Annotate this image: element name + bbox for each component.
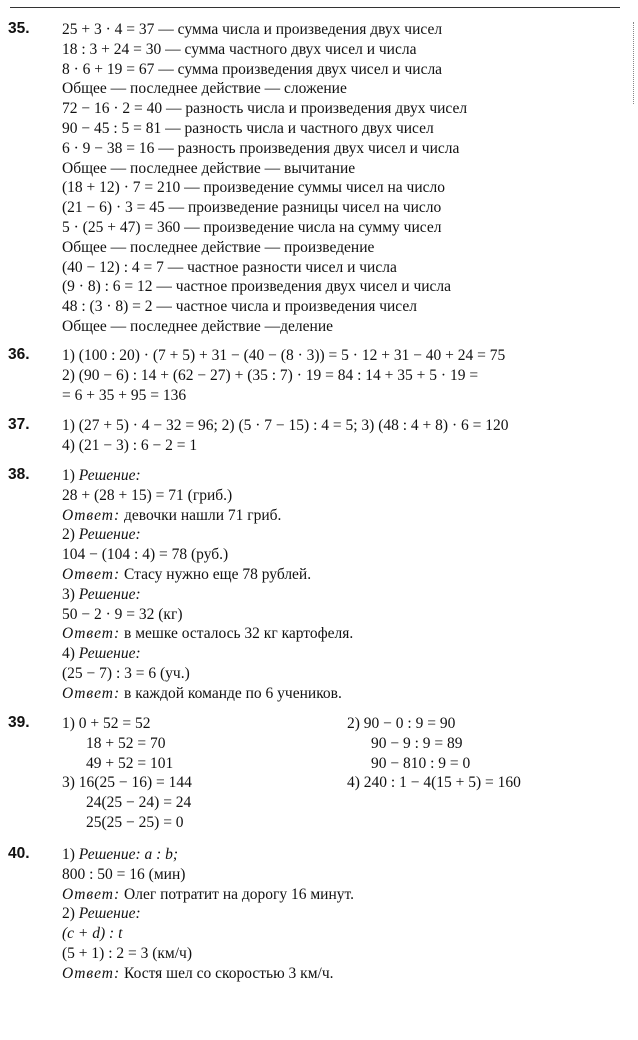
solution-heading: 2) Решение: [62,526,141,544]
exercise-number: 39. [8,714,30,731]
text-line: 90 − 810 : 9 = 0 [371,754,471,772]
answer-line: Ответ: в мешке осталось 32 кг картофеля. [62,625,354,643]
answer-line: Ответ: девочки нашли 71 гриб. [62,506,282,524]
solution-heading: 1) Решение: [62,467,141,484]
text-line: 6 · 9 − 38 = 16 — разность произведения двух чисел и числа [62,139,460,157]
text-line: 2) 90 − 0 : 9 = 90 [347,715,456,732]
solution-expression: 104 − (104 : 4) = 78 (руб.) [62,546,229,564]
solution-expression: (25 − 7) : 3 = 6 (уч.) [62,664,190,682]
text-line: 1) 0 + 52 = 52 [62,715,151,732]
text-line: 8 · 6 + 19 = 67 — сумма произведения двух чисел и числа [62,60,443,78]
text-line: 25(25 − 25) = 0 [86,813,184,831]
answer-line: Ответ: Стасу нужно еще 78 рублей. [62,565,312,583]
text-line: Общее — последнее действие —деление [62,317,333,335]
text-line: 49 + 52 = 101 [86,754,174,772]
exercise-number: 40. [8,845,30,862]
text-line: 72 − 16 · 2 = 40 — разность числа и произведения двух чисел [62,100,468,118]
text-line: 18 + 52 = 70 [86,734,166,752]
exercise-number: 35. [8,20,30,37]
exercise-number: 38. [8,466,30,483]
text-line: 24(25 − 24) = 24 [86,794,192,812]
text-line: 5 · (25 + 47) = 360 — произведение числа на сумму чисел [62,218,442,236]
solution-heading: 3) Решение: [62,585,141,603]
exercise-body [62,346,505,405]
solution-expression: 28 + (28 + 15) = 71 (гриб.) [62,486,233,504]
text-line: 3) 16(25 − 16) = 144 [62,774,192,792]
text-line: 4) 240 : 1 − 4(15 + 5) = 160 [347,774,521,792]
solution-heading: 4) Решение: [62,645,141,663]
exercise-right-column [347,714,521,793]
text-line: 1) (100 : 20) · (7 + 5) + 31 − (40 − (8 · 3)) = 5 · 12 + 31 − 40 + 24 = 75 [62,347,506,364]
text-line: 4) (21 − 3) : 6 − 2 = 1 [62,436,198,454]
text-line: (21 − 6) · 3 = 45 — произведение разницы чисел на число [62,199,442,217]
exercise-number: 37. [8,416,30,433]
solution-heading: 2) Решение: [62,905,141,923]
text-line: (40 − 12) : 4 = 7 — частное разности чисел и числа [62,258,397,276]
text-line: (18 + 12) · 7 = 210 — произведение суммы чисел на число [62,179,445,197]
text-line: 2) (90 − 6) : 14 + (62 − 27) + (35 : 7) · 19 = 84 : 14 + 35 + 5 · 19 = [62,366,479,384]
exercise-number: 36. [8,346,30,363]
exercise-body [62,466,353,704]
text-line: 25 + 3 · 4 = 37 — сумма числа и произведения двух чисел [62,21,443,38]
exercise-body [62,845,354,984]
text-line: Общее — последнее действие — вычитание [62,159,356,177]
text-line: 18 : 3 + 24 = 30 — сумма частного двух чисел и числа [62,40,417,58]
formula-line: (c + d) : t [62,925,123,943]
exercise-body [62,20,467,337]
solution-expression: 800 : 50 = 16 (мин) [62,865,186,883]
answer-line: Ответ: Олег потратит на дорогу 16 минут. [62,885,354,903]
text-line: (9 · 8) : 6 = 12 — частное произведения двух чисел и числа [62,278,452,296]
exercise-body [62,416,508,456]
text-line: Общее — последнее действие — произведение [62,238,375,256]
text-line: 48 : (3 · 8) = 2 — частное числа и произведения чисел [62,298,417,316]
margin-dotted-line [633,22,634,104]
text-line: 90 − 9 : 9 = 89 [371,734,463,752]
top-rule [10,7,620,8]
solution-expression: (5 + 1) : 2 = 3 (км/ч) [62,944,193,962]
answer-line: Ответ: Костя шел со скоростью 3 км/ч. [62,964,334,982]
solution-expression: 50 − 2 · 9 = 32 (кг) [62,605,183,623]
solution-heading: 1) Решение: a : b; [62,846,179,863]
text-line: 90 − 45 : 5 = 81 — разность числа и частного двух чисел [62,119,434,137]
text-line: Общее — последнее действие — сложение [62,80,347,98]
exercise-left-column [62,714,192,833]
answer-line: Ответ: в каждой команде по 6 учеников. [62,684,342,702]
text-line: 1) (27 + 5) · 4 − 32 = 96; 2) (5 · 7 − 15) : 4 = 5; 3) (48 : 4 + 8) · 6 = 120 [62,417,509,434]
text-line: = 6 + 35 + 95 = 136 [62,386,187,404]
